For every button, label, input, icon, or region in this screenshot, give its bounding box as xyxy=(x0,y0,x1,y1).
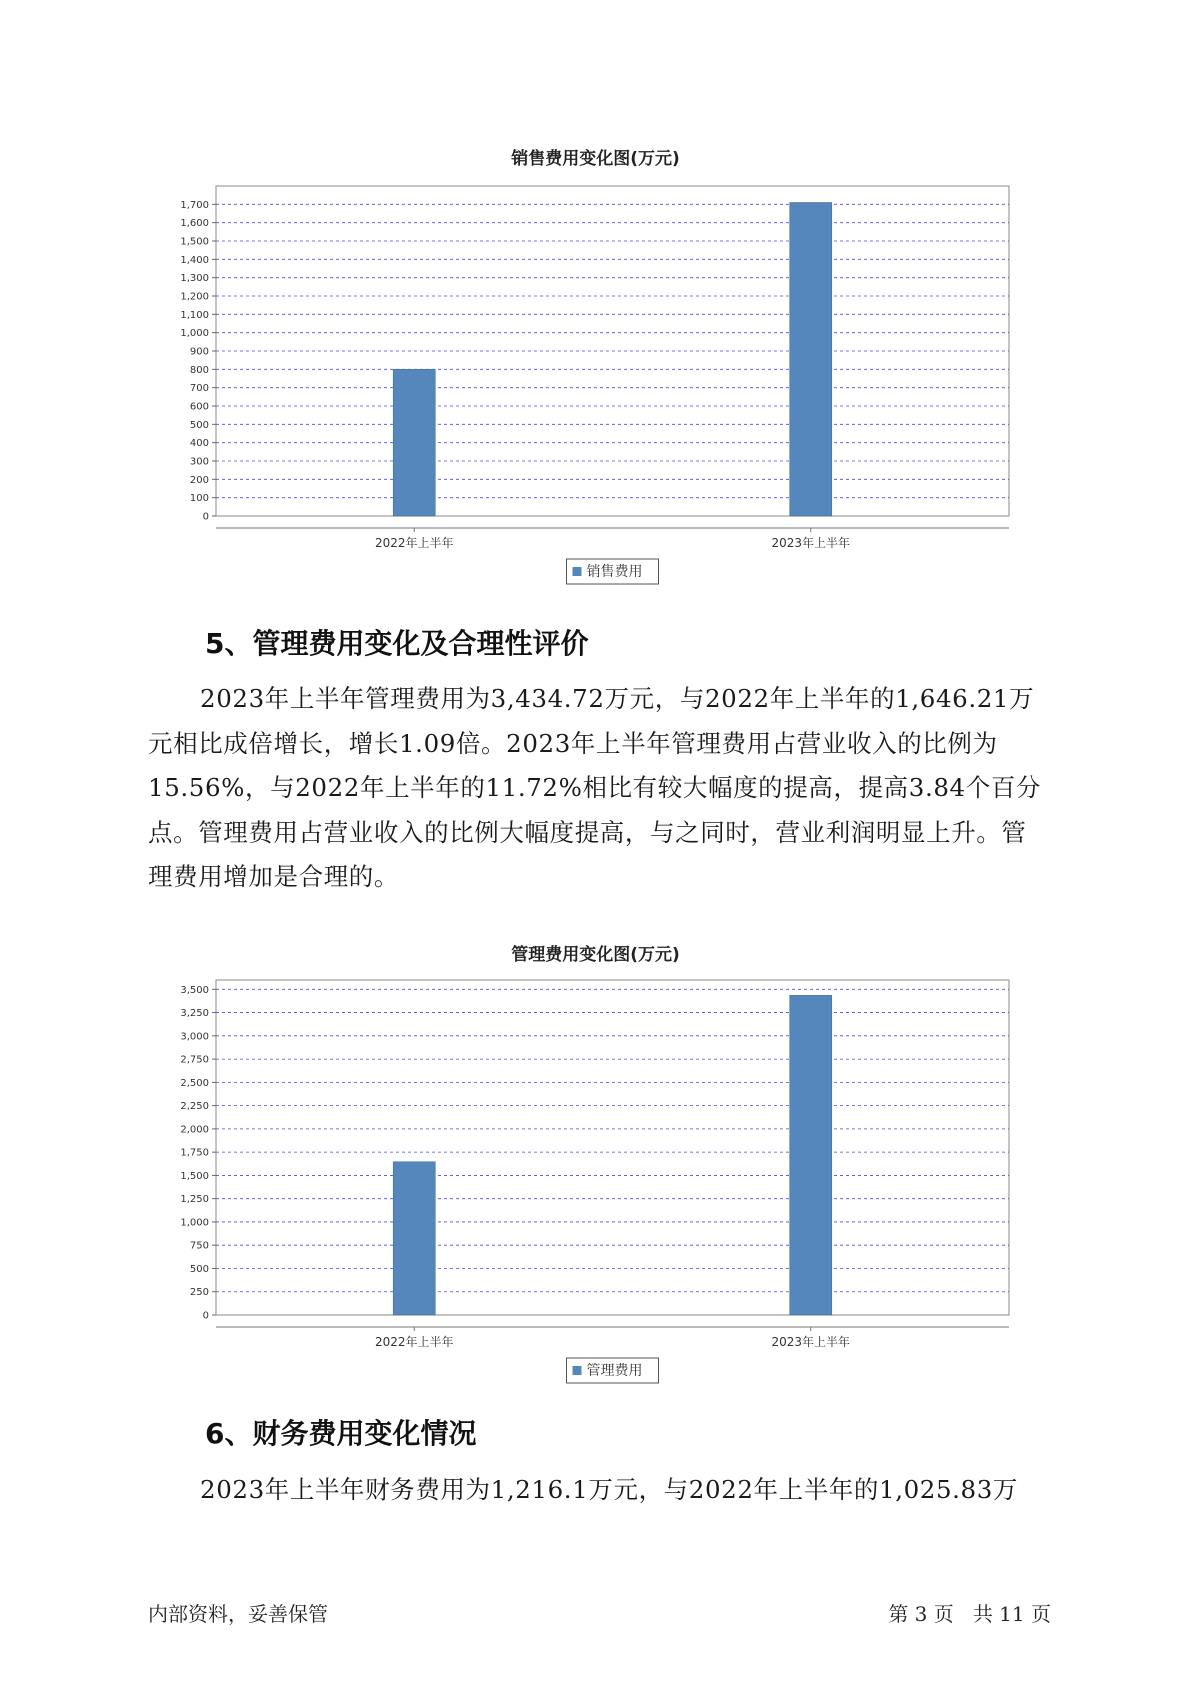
y-tick-label: 3,250 xyxy=(180,1008,209,1020)
bar xyxy=(393,369,435,516)
y-tick-label: 500 xyxy=(189,1263,209,1275)
bar xyxy=(790,995,832,1315)
y-tick-label: 1,000 xyxy=(180,328,209,340)
chart-title-admin-expense: 管理费用变化图(万元) xyxy=(511,945,680,965)
section-heading-5: 5、管理费用变化及合理性评价 xyxy=(205,627,589,660)
section-6-paragraph: 2023年上半年财务费用为1,216.1万元，与2022年上半年的1,025.83万 xyxy=(200,1475,1019,1504)
legend-swatch xyxy=(573,1366,582,1375)
plot-area xyxy=(216,980,1009,1315)
y-tick-label: 400 xyxy=(189,438,209,450)
y-tick-label: 2,000 xyxy=(180,1124,209,1136)
y-tick-label: 0 xyxy=(202,511,209,523)
y-tick-label: 1,200 xyxy=(180,291,209,303)
chart-title-sales-expense: 销售费用变化图(万元) xyxy=(511,149,680,169)
section-heading-6: 6、财务费用变化情况 xyxy=(205,1417,477,1450)
y-tick-label: 1,750 xyxy=(180,1147,209,1159)
x-tick-label: 2022年上半年 xyxy=(374,1335,454,1349)
bar xyxy=(393,1162,435,1315)
y-tick-label: 2,500 xyxy=(180,1077,209,1089)
y-tick-label: 1,300 xyxy=(180,273,209,285)
y-tick-label: 1,600 xyxy=(180,218,209,230)
y-tick-label: 1,000 xyxy=(180,1217,209,1229)
y-tick-label: 1,700 xyxy=(180,199,209,211)
y-tick-label: 200 xyxy=(189,474,209,486)
legend-swatch xyxy=(573,567,582,576)
y-tick-label: 3,000 xyxy=(180,1031,209,1043)
y-tick-label: 700 xyxy=(189,383,209,395)
footer-confidential-note: 内部资料，妥善保管 xyxy=(148,1602,328,1626)
bar xyxy=(790,203,832,517)
x-tick-label: 2023年上半年 xyxy=(771,1335,851,1349)
y-tick-label: 300 xyxy=(189,456,209,468)
y-tick-label: 100 xyxy=(189,493,209,505)
y-tick-label: 800 xyxy=(189,364,209,376)
legend-label: 销售费用 xyxy=(586,564,643,580)
y-tick-label: 3,500 xyxy=(180,984,209,996)
y-tick-label: 750 xyxy=(189,1240,209,1252)
y-tick-label: 1,500 xyxy=(180,1170,209,1182)
footer-page-number: 第 3 页 共 11 页 xyxy=(888,1602,1051,1626)
y-tick-label: 900 xyxy=(189,346,209,358)
legend-label: 管理费用 xyxy=(586,1363,643,1379)
y-tick-label: 500 xyxy=(189,419,209,431)
section-5-paragraph: 2023年上半年管理费用为3,434.72万元，与2022年上半年的1,646.21万元相比成倍增长，增长1.09倍。2023年上半年管理费用占营业收入的比例为15.56%，与2022年上半年的11.72%相比有较大幅度的提高，提高3.84个百分点。管理费用占营业收入的比例大幅度提高，与之同时，营业利润明显上升。管理费用增加是合理的。 xyxy=(148,684,1042,891)
y-tick-label: 600 xyxy=(189,401,209,413)
y-tick-label: 2,750 xyxy=(180,1054,209,1066)
y-tick-label: 1,500 xyxy=(180,236,209,248)
y-tick-label: 1,400 xyxy=(180,254,209,266)
y-tick-label: 2,250 xyxy=(180,1101,209,1113)
y-tick-label: 0 xyxy=(202,1310,209,1322)
sales-expense-bar-chart xyxy=(0,0,1191,580)
y-tick-label: 1,100 xyxy=(180,309,209,321)
x-tick-label: 2023年上半年 xyxy=(771,536,851,550)
y-tick-label: 250 xyxy=(189,1287,209,1299)
admin-expense-bar-chart xyxy=(0,800,1191,1379)
x-tick-label: 2022年上半年 xyxy=(374,536,454,550)
y-tick-label: 1,250 xyxy=(180,1194,209,1206)
